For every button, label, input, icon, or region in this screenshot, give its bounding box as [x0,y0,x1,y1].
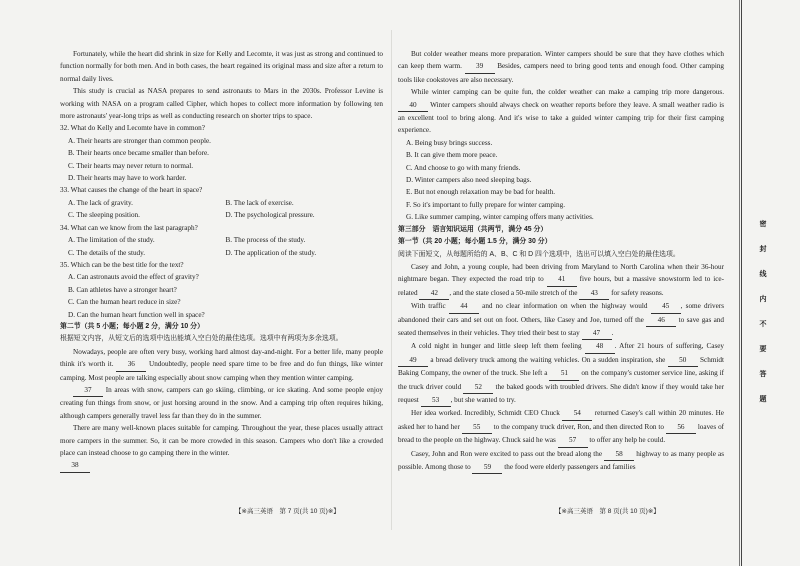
page-footer-right: 【※高三英语 第 8 页(共 10 页)※】 [555,508,660,515]
seal-char: 内 [759,296,767,303]
paragraph: While winter camping can be quite fun, the colder weather can make a camping trip more dangerous. 40 Winter campers should always check on weather reports before they leave. A small weather radio is an excellent tool to bring along. And it's wise to take a guided winter camping trip for their first camping experience. [398,88,724,135]
blank-47[interactable]: 47 [582,327,612,340]
paragraph: Casey and John, a young couple, had been driving from Maryland to North Carolina when their 36-hour nightmare began. They expected the road trip to 41 five hours, but a massive snowstorm led to ice-related 42 , and the state closed a 50-mile stretch of the 43 for safety reasons. [398,261,724,300]
option: C. The details of the study. [68,248,146,257]
blank-43[interactable]: 43 [579,287,609,300]
paragraph [60,459,383,472]
option: D. Can the human heart function well in space? [68,310,205,319]
paragraph: But colder weather means more preparation. Winter campers should be sure that they have clothes which can keep them warm. 39 Besides, campers need to bring good tents and enough food. Other camping tools like cookstoves are also necessary. [398,50,725,84]
seal-line-notice [757,220,769,420]
option: A. The limitation of the study. [68,236,155,245]
section-title: 第二节（共 5 小题；每小题 2 分，满分 10 分） [60,322,204,330]
blank-48[interactable]: 48 [585,340,615,353]
blank-57[interactable]: 57 [558,434,588,447]
blank-45[interactable]: 45 [651,300,681,313]
paragraph: Fortunately, while the heart did shrink in size for Kelly and Lecomte, it was just as strong and continued to function normally for both men. And in both cases, the heart regained its original mass and size after a return to normal daily lives. [60,50,383,83]
option: B. The process of the study. [225,236,306,245]
question-35: 35. Which can be the best title for the text? [60,260,184,269]
section-instructions: 阅读下面短文，从每题所给的 A、B、C 和 D 四个选项中，选出可以填入空白处的最佳选项。 [398,250,680,258]
seal-char: 题 [759,396,767,403]
paragraph: Her idea worked. Incredibly, Schmidt CEO Chuck 54 returned Casey's call within 20 minutes. He asked her to hand her 55 to the company truck driver, Ron, and then directed Ron to 56 loaves of bread to the people on the highway. Chuck said he was 57 to offer any help he could. [398,407,724,447]
blank-53[interactable]: 53 [421,394,451,407]
option: C. The sleeping position. [68,211,140,220]
paragraph: Nowadays, people are often very busy, working hard almost day-and-night. For a better life, many people think it's worth it. 36 Undoubtedly, people need spare time to be free and do fun things, like winter camping. Most people are talking especially about snow camping when they mention winter camping. [60,347,383,382]
option: A. The lack of gravity. [68,198,133,207]
seal-char: 答 [759,371,767,378]
page-footer-left: 【※高三英语 第 7 页(共 10 页)※】 [235,508,340,515]
question-33: 33. What causes the change of the heart in space? [60,186,203,195]
paragraph: 37 In areas with snow, campers can go skiing, climbing, or ice skating. And some people enjoy creating fun things from snow, or just horsing around in the snow. And a camping trip often requires hiking, although campers generally travel less far than they do in the summer. [60,385,384,420]
option-row [60,234,383,246]
blank-46[interactable]: 46 [646,314,676,327]
binding-line [739,0,740,566]
seal-char: 封 [759,246,767,253]
blank-58[interactable]: 58 [604,448,634,461]
blank-42[interactable]: 42 [419,287,449,300]
seal-char: 要 [759,346,767,353]
binding-line [741,0,742,566]
seal-char: 密 [759,221,767,228]
left-page [60,48,383,473]
option: B. Can athletes have a stronger heart? [68,285,177,294]
paragraph: A cold night in hunger and little sleep left them feeling 48 . After 21 hours of suffering, Casey 49 a bread delivery truck among the waiting vehicles. On a sudden inspiration, she 50 Schmidt Baking Company, the owner of the truck. She left a 51 on the company's customer service line, asking if the truck driver could 52 the baked goods with troubled drivers. She didn't know if they would take her request 53 , but she wanted to try. [398,340,724,407]
option: E. But not enough relaxation may be bad for health. [406,188,556,197]
option: C. And choose to go with many friends. [406,163,521,172]
part-title: 第三部分 语言知识运用（共两节，满分 45 分） [398,225,548,233]
option: F. So it's important to fully prepare for winter camping. [406,200,566,209]
option-row [60,247,383,259]
option-row [60,209,383,221]
blank-36[interactable]: 36 [116,358,146,371]
blank-40[interactable]: 40 [398,99,428,112]
paragraph: There are many well-known places suitable for camping. Throughout the year, these places usually attract more campers in the summer. So, it can be more crowded in this season. Campers who don't like a crowded place can instead choose to go camping there in the winter. [60,424,383,457]
option: G. Like summer camping, winter camping offers many activities. [406,213,594,222]
seal-char: 不 [759,321,767,328]
option-row [60,197,383,209]
blank-54[interactable]: 54 [562,407,592,420]
blank-44[interactable]: 44 [449,300,479,313]
blank-49[interactable]: 49 [398,354,428,367]
section-title: 第一节（共 20 小题；每小题 1.5 分，满分 30 分） [398,238,552,246]
option: D. Their hearts may have to work harder. [68,174,187,183]
page-fold [391,30,392,530]
blank-50[interactable]: 50 [668,354,698,367]
paragraph: Casey, John and Ron were excited to pass out the bread along the 58 highway to as many people as possible. Among those to 59 the food were elderly passengers and families [398,448,724,475]
paragraph: With traffic 44 and no clear information on when the highway would 45 , some drivers abandoned their cars and set out on foot. Others, like Casey and Joe, turned off the 46 to save gas and seated themselves in their vehicles. They tried their best to stay 47 . [398,300,724,340]
blank-52[interactable]: 52 [463,381,493,394]
blank-51[interactable]: 51 [549,367,579,380]
section-instructions: 根据短文内容，从短文后的选项中选出能填入空白处的最佳选项。选项中有两项为多余选项。 [60,335,343,343]
option: A. Their hearts are stronger than common people. [68,136,211,145]
option: C. Their hearts may never return to normal. [68,161,194,170]
blank-38[interactable]: 38 [60,459,90,472]
question-34: 34. What can we know from the last paragraph? [60,223,198,232]
option: D. Winter campers also need sleeping bags. [406,176,532,185]
blank-56[interactable]: 56 [666,421,696,434]
option: A. Being busy brings success. [406,138,493,147]
paragraph: This study is crucial as NASA prepares to send astronauts to Mars in the 2030s. Professor Levine is working with NASA on a program called Cipher, which hopes to collect more information by following ten more astronauts' year-long trips as well as conducting research on shorter trips to space. [60,87,383,121]
option: D. The psychological pressure. [225,211,315,220]
option: B. Their hearts once became smaller than before. [68,149,209,158]
option: C. Can the human heart reduce in size? [68,298,181,307]
right-page [398,48,724,474]
blank-41[interactable]: 41 [547,273,577,286]
blank-37[interactable]: 37 [73,384,103,397]
blank-55[interactable]: 55 [462,421,492,434]
option: A. Can astronauts avoid the effect of gravity? [68,273,199,282]
option: B. The lack of exercise. [225,198,294,207]
blank-59[interactable]: 59 [472,461,502,474]
option: B. It can give them more peace. [406,151,498,160]
option: D. The application of the study. [225,248,317,257]
seal-char: 线 [759,271,767,278]
blank-39[interactable]: 39 [465,60,495,73]
question-32: 32. What do Kelly and Lecomte have in common? [60,124,205,133]
